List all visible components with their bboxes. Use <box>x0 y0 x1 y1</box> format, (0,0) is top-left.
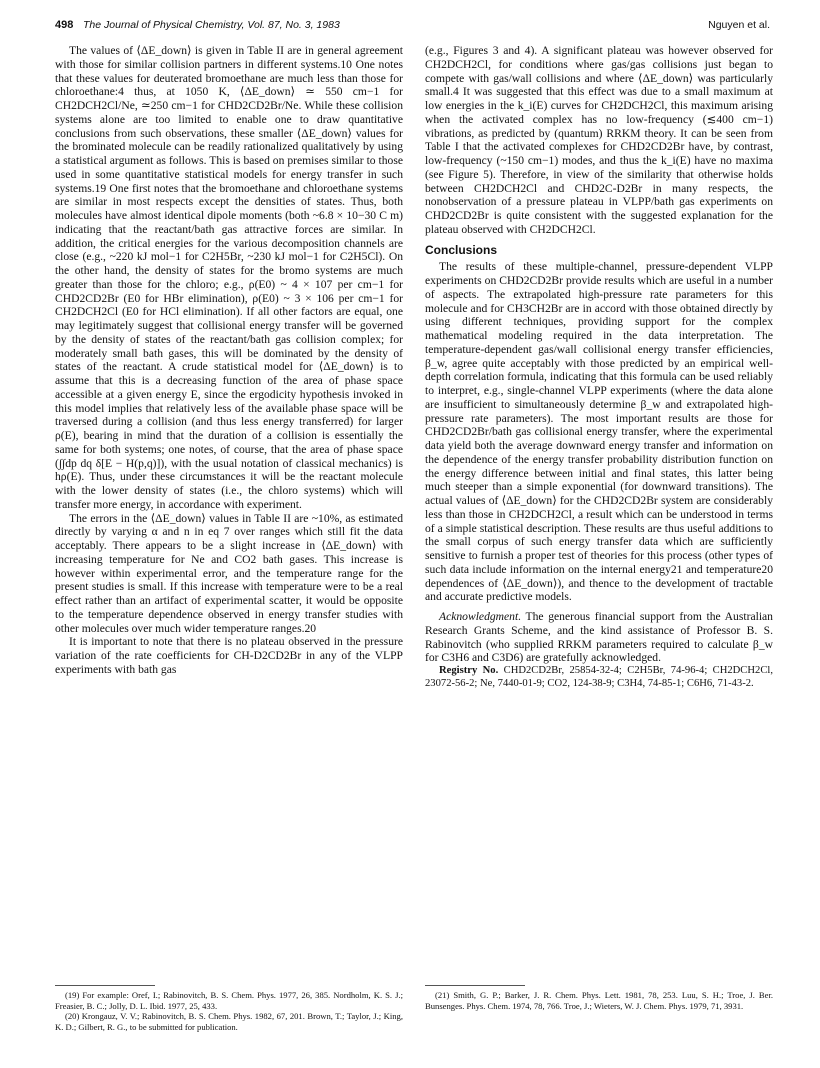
left-column <box>55 44 403 677</box>
paragraph: The results of these multiple-channel, pressure-dependent VLPP experiments on CHD2CD2Br provide results which are useful in a number of aspects. The extrapolated high-pressure rate parameters for this molecule and for CH3CH2Br are in accord with those obtained directly by using different techniques, providing support for the complex mathematical modeling required in the data interpretation. The temperature-dependent gas/wall collisional energy transfer efficiencies, β_w, agree quite acceptably with those predicted by an empirical well-depth correlation formula, indicating that this formula can be used reliably to interpret, e.g., single-channel VLPP experiments (where the data alone are insufficient to simultaneously determine β_w and extrapolated high-pressure rate parameters). The most important results are those for CHD2CD2Br/bath gas collisional energy transfer, where the experimental data yield both the average downward energy transfer and information on the dependence of the energy transfer probability distribution function on the energy difference between initial and final states, this latter being much steeper than a simple exponential (for downward transitions). The actual values of ⟨ΔE_down⟩ for the CHD2CD2Br system are considerably less than those in CH2DCH2Cl, a result which can be understood in terms of a simple statistical description. These results are thus useful additions to the small corpus of such energy transfer data which are sufficiently sensitive to furnish a proper test of theories for this process (other types of such data include information on the internal energy21 and temperature20 dependences of ⟨ΔE_down⟩), and thence to the development of tractable and accurate predictive models. <box>425 260 773 604</box>
footnote-rule <box>55 985 155 986</box>
right-column <box>425 44 773 690</box>
section-heading-conclusions: Conclusions <box>425 242 498 257</box>
page-number: 498 <box>55 19 74 31</box>
paragraph: It is important to note that there is no plateau observed in the pressure variation of the rate coefficients for CH-D2CD2Br in any of the VLPP experiments with bath gas <box>55 635 403 676</box>
acknowledgment-label: Acknowledgment. <box>439 610 522 623</box>
paragraph: The values of ⟨ΔE_down⟩ is given in Table II are in general agreement with those for similar collision partners in different systems.10 One notes that these values for deuterated bromoethane are much less than those for chloroethane:4 thus, at 1050 K, ⟨ΔE_down⟩ ≃ 550 cm−1 for CH2DCH2Cl/Ne, ≃250 cm−1 for CHD2CD2Br/Ne. While these collision systems alone are too limited to enable one to draw quantitative conclusions from such observations, these smaller ⟨ΔE_down⟩ values for the brominated molecule can be readily rationalized qualitatively by using a statistical argument as follows. This is based on premises similar to those used in some quantitative statistical models for energy transfer in such systems.19 One first notes that the bromoethane and chloroethane systems are similar in most respects except the densities of states. Thus, both molecules have almost identical dipole moments (both ~6.8 × 10−30 C m) indicating that the reactant/bath gas attractive forces are similar. In addition, the critical energies for the various decomposition channels are close (e.g., ~220 kJ mol−1 for C2H5Br, ~230 kJ mol−1 for C2H5Cl). On the other hand, the density of states for the bromo systems are much greater than those for the chloro; e.g., ρ(E0) ~ 4 × 107 per cm−1 for CHD2CD2Br (E0 for HBr elimination), ρ(E0) ~ 3 × 106 per cm−1 for CH2DCH2Cl (E0 for HCl elimination). If all other factors are equal, one may legitimately suggest that collisional energy transfer will be governed by the density of states of the reactant/bath gas collision complex; for moderately small bath gases, this will be dominated by the density of states of the reactant. A crude statistical model for ⟨ΔE_down⟩ is to assume that this is a decreasing function of the area of phase space accessible at a given energy E, since the ergodicity hypothesis invoked in this model implies that relatively less of the available phase space will be traversed during a collision (and thus less energy transferred) for larger ρ(E), bearing in mind that the duration of a collision is essentially the same for both systems; one notes, of course, that the area of phase space (∫∫dp dq δ[E − H(p,q)]), with the usual notation of classical mechanics) is hρ(E). Thus, under these circumstances it will be the reactant molecule with the lower density of states (i.e., the chloro systems) which will transfer more energy, in accordance with experiment. <box>55 44 404 511</box>
running-header <box>55 19 770 35</box>
registry-text: CHD2CD2Br, 25854-32-4; C2H5Br, 74-96-4; CH2DCH2Cl, 23072-56-2; Ne, 7440-01-9; CO2, 124-38-9; C3H4, 74-85-1; C6H6, 71-43-2. <box>425 665 773 689</box>
footnotes-right <box>425 990 773 1011</box>
journal-title: The Journal of Physical Chemistry, Vol. 87, No. 3, 1983 <box>83 19 340 31</box>
paragraph: The errors in the ⟨ΔE_down⟩ values in Table II are ~10%, as estimated directly by varying α and n in eq 7 over ranges which still fit the data acceptably. There appears to be a slight increase in ⟨ΔE_down⟩ with increasing temperature for Ne and CO2 bath gases. This increase is however within experimental error, and the temperature range for the present studies is small. If this increase with temperature were to be a real effect rather than an artifact of experimental scatter, it would be opposite to the temperature dependence observed in energy transfer studies with other molecules over much wider temperature ranges.20 <box>55 511 403 635</box>
footnotes-left <box>55 990 403 1032</box>
paragraph: (e.g., Figures 3 and 4). A significant plateau was however observed for CH2DCH2Cl, for conditions where gas/gas collisions just began to compete with gas/wall collisions and where ⟨ΔE_down⟩ was particularly small.4 It was suggested that this effect was due to a small maximum at low energies in the k_i(E) curves for CH2DCH2Cl, this maximum arising when the activated complex has no low-frequency (≲400 cm−1) vibrations, as predicted by (quantum) RRKM theory. It can be seen from Table I that the activated complexes for CHD2CD2Br have, by contrast, low-frequency (~150 cm−1) modes, and thus the k_i(E) have no maxima (see Figure 5). Therefore, in view of the similarity that otherwise holds between CH2DCH2Cl and CHD2C-D2Br in many respects, the nonobservation of a pressure plateau in VLPP/bath gas experiments on CHD2CD2Br is quite consistent with the suggested explanation for the plateau observed with CH2DCH2Cl. <box>425 44 773 236</box>
footnote: (20) Krongauz, V. V.; Rabinovitch, B. S. Chem. Phys. 1982, 67, 201. Brown, T.; Taylor, J.; King, K. D.; Gilbert, R. G., to be submitted for publication. <box>55 1011 403 1032</box>
footnote-rule <box>425 985 525 986</box>
footnote: (19) For example: Oref, I.; Rabinovitch, B. S. Chem. Phys. 1977, 26, 385. Nordholm, K. S. J.; Freasier, B. C.; Jolly, D. L. Ibid. 1977, 25, 433. <box>55 990 403 1011</box>
running-authors: Nguyen et al. <box>708 19 770 31</box>
registry-label: Registry No. <box>439 665 499 676</box>
acknowledgment-text: The generous financial support from the Australian Research Grants Scheme, and the kind assistance of Professor B. S. Rabinovitch (who supplied RRKM parameters required to calculate β_w for C3H6 and C3D6) are gratefully acknowledged. <box>425 610 773 665</box>
footnote: (21) Smith, G. P.; Barker, J. R. Chem. Phys. Lett. 1981, 78, 253. Luu, S. H.; Troe, J. Ber. Bunsenges. Phys. Chem. 1974, 78, 766. Troe, J.; Wieters, W. J. Chem. Phys. 1979, 71, 3931. <box>425 990 773 1011</box>
